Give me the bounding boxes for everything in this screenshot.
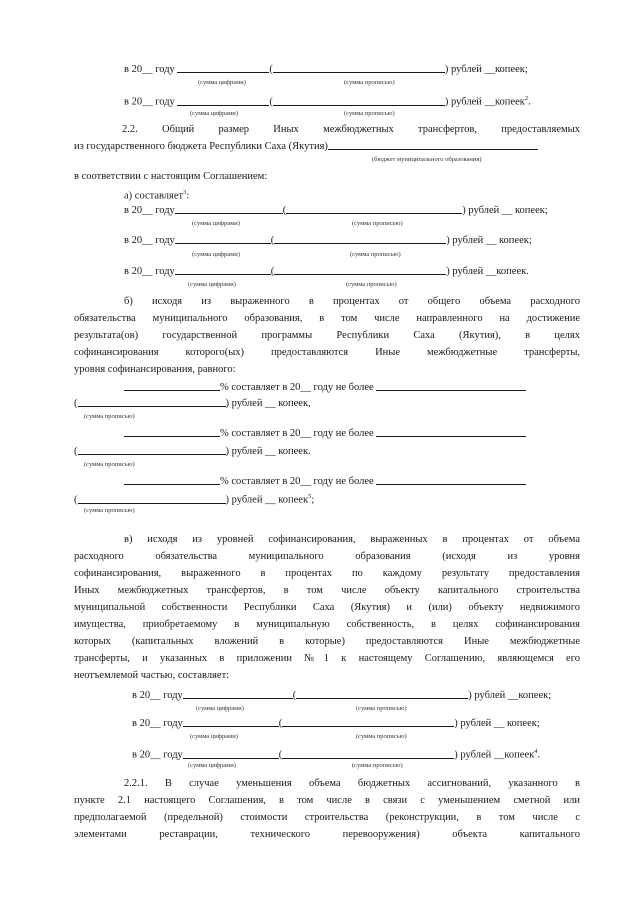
- item-v-line-1: в) исходя из уровней софинансирования, выраженных в процентах от объема: [124, 534, 580, 545]
- caption-sum-digits: (сумма цифрами): [190, 110, 238, 117]
- item-v-line-6: имущества, приобретаемому в муниципальную собственность, в целях софинансирования: [74, 619, 580, 630]
- section-2-2-1-line-2: пункте 2.1 настоящего Соглашения, в том числе в связи с уменьшением сметной или: [74, 795, 580, 806]
- caption-sum-digits: (сумма цифрами): [198, 79, 246, 86]
- percent-line-1: [124, 380, 526, 394]
- amount-line-v1: в 20__ году ( ) рублей __копеек;: [132, 690, 552, 701]
- sum-words-blank: [78, 493, 226, 504]
- caption-sum-digits: (сумма цифрами): [192, 251, 240, 258]
- percent-text: % составляет в 20__ году не более: [220, 476, 374, 487]
- sum-digits-blank: [175, 233, 271, 244]
- section-2-2-1-line-4: элементами реставрации, технического перевооружения) объекта капитального: [74, 829, 580, 840]
- municipality-blank: [328, 139, 538, 150]
- rubles-text: ) рублей __ копеек;: [462, 205, 548, 216]
- rubles-text: ) рублей __копеек;: [444, 64, 528, 75]
- sum-words-blank: [282, 716, 454, 727]
- amount-line-b3: ( ) рублей __ копеек$^5$;: [74, 493, 315, 506]
- section-2-2-1-line-3: предполагаемой (предельной) стоимости строительства (реконструкции, в том числе с: [74, 812, 580, 823]
- caption-sum-words: (сумма прописью): [344, 110, 395, 117]
- sum-words-blank: [274, 233, 446, 244]
- section-2-2-line-1: 2.2. Общий размер Иных межбюджетных трансфертов, предоставляемых: [122, 124, 580, 135]
- amount-line-1: в 20__ году ( ) рублей __копеек;: [124, 64, 528, 75]
- rubles-text: ) рублей __ копеек;: [454, 718, 540, 729]
- caption-sum-words: (сумма прописью): [84, 413, 135, 420]
- amount-line-a2: в 20__ году ( ) рублей __ копеек;: [124, 235, 532, 246]
- year-text: в 20__ году: [132, 749, 183, 761]
- caption-sum-words: (сумма прописью): [352, 762, 403, 769]
- item-v-line-8: трансферты, и указанных в приложении №1 к настоящему Соглашению, являющемся его: [74, 653, 580, 664]
- sum-words-blank: [78, 396, 226, 407]
- year-text: в 20__ году: [132, 690, 183, 701]
- amount-line-b1: ( ) рублей __ копеек,: [74, 398, 311, 409]
- percent-blank: [124, 426, 220, 437]
- sum-digits-blank: [183, 716, 279, 727]
- item-v-line-4: Иных межбюджетных трансфертов, в том числе объекту капитального строительства: [74, 585, 580, 596]
- caption-sum-digits: (сумма цифрами): [190, 733, 238, 740]
- item-v-line-9: неотъемлемой частью, составляет:: [74, 670, 230, 681]
- amount-line-a1: в 20__ году ( ) рублей __ копеек;: [124, 205, 548, 216]
- value-blank: [376, 474, 526, 485]
- section-2-2-line-3: в соответствии с настоящим Соглашением:: [74, 171, 268, 182]
- section-2-2-1-line-1: 2.2.1. В случае уменьшения объема бюджетных ассигнований, указанного в: [124, 778, 580, 789]
- caption-sum-digits: (сумма цифрами): [188, 762, 236, 769]
- rubles-text: ) рублей __копеек: [454, 749, 535, 761]
- sum-words-blank: [282, 748, 454, 759]
- sum-digits-blank: [183, 688, 293, 699]
- year-text: в 20__ году: [124, 266, 175, 277]
- item-b-line-2: обязательства муниципального образования, в том числе направленного на достижение: [74, 313, 580, 324]
- percent-blank: [124, 474, 220, 485]
- caption-sum-words: (сумма прописью): [84, 507, 135, 514]
- sum-words-blank: [274, 264, 446, 275]
- item-b-line-4: софинансирования которого(ых) предоставляются Иные межбюджетные трансферты,: [74, 347, 580, 358]
- caption-sum-digits: (сумма цифрами): [196, 705, 244, 712]
- caption-sum-words: (сумма прописью): [352, 220, 403, 227]
- year-text: в 20__ году: [124, 64, 175, 75]
- caption-sum-words: (сумма прописью): [350, 251, 401, 258]
- percent-text: % составляет в 20__ году не более: [220, 428, 374, 439]
- caption-municipality: (бюджет муниципального образования): [372, 156, 482, 163]
- sum-words-blank: [273, 95, 445, 106]
- amount-line-v2: в 20__ году ( ) рублей __ копеек;: [132, 718, 540, 729]
- caption-sum-digits: (сумма цифрами): [188, 281, 236, 288]
- sum-digits-blank: [175, 203, 283, 214]
- rubles-text: ) рублей __ копеек.: [225, 446, 311, 457]
- footnote-ref: 4: [534, 748, 538, 755]
- budget-source-text: из государственного бюджета Республики Саха (Якутия): [74, 141, 328, 152]
- sum-digits-blank: [175, 264, 271, 275]
- rubles-text: ) рублей __ копеек;: [446, 235, 532, 246]
- footnote-ref: 2: [524, 95, 529, 102]
- percent-line-3: [124, 474, 526, 488]
- rubles-text: ) рублей __ копеек: [225, 494, 309, 506]
- rubles-text: ) рублей __копеек.: [446, 266, 529, 277]
- sum-words-blank: [296, 688, 468, 699]
- item-b-line-5: уровня софинансирования, равного:: [74, 364, 236, 375]
- amount-line-a3: в 20__ году ( ) рублей __копеек.: [124, 266, 529, 277]
- item-v-line-5: муниципальной собственности Республики Саха (Якутия) и (или) объекту недвижимого: [74, 602, 580, 613]
- year-text: в 20__ году: [124, 205, 175, 216]
- rubles-text: ) рублей __ копеек,: [225, 398, 311, 409]
- sum-digits-blank: [177, 62, 269, 73]
- sum-words-blank: [286, 203, 462, 214]
- year-text: в 20__ году: [132, 718, 183, 729]
- amount-line-2: в 20__ году ( ) рублей __копеек$^2$.: [124, 95, 531, 108]
- value-blank: [376, 426, 526, 437]
- sum-digits-blank: [183, 748, 279, 759]
- percent-line-2: [124, 426, 526, 440]
- caption-sum-words: (сумма прописью): [84, 461, 135, 468]
- section-2-2-line-2: [74, 139, 538, 153]
- year-text: в 20__ году: [124, 96, 175, 108]
- item-v-line-2: расходного обязательства муниципального образования (исходя из уровня: [74, 551, 580, 562]
- percent-blank: [124, 380, 220, 391]
- item-b-line-3: результата(ов) государственной программы Республики Саха (Якутия), в целях: [74, 330, 580, 341]
- caption-sum-words: (сумма прописью): [344, 79, 395, 86]
- item-v-line-7: которых (капитальных вложений в которые) предоставляются Иные межбюджетные: [74, 636, 580, 647]
- sum-digits-blank: [177, 95, 269, 106]
- item-a-text: а) составляет: [124, 190, 184, 202]
- percent-text: % составляет в 20__ году не более: [220, 382, 374, 393]
- amount-line-b2: ( ) рублей __ копеек.: [74, 446, 311, 457]
- rubles-text: ) рублей __копеек;: [468, 690, 552, 701]
- caption-sum-words: (сумма прописью): [356, 733, 407, 740]
- item-a-label: а) составляет$^3$:: [124, 189, 190, 202]
- item-v-line-3: софинансирования, выраженного в процентах по каждому результату предоставления: [74, 568, 580, 579]
- sum-words-blank: [273, 62, 445, 73]
- caption-sum-digits: (сумма цифрами): [192, 220, 240, 227]
- amount-line-v3: в 20__ году ( ) рублей __копеек$^4$.: [132, 748, 541, 761]
- caption-sum-words: (сумма прописью): [346, 281, 397, 288]
- caption-sum-words: (сумма прописью): [356, 705, 407, 712]
- footnote-ref: 5: [308, 493, 312, 500]
- footnote-ref: 3: [183, 189, 187, 196]
- rubles-text: ) рублей __копеек: [444, 96, 525, 108]
- item-b-line-1: б) исходя из выраженного в процентах от общего объема расходного: [124, 296, 580, 307]
- year-text: в 20__ году: [124, 235, 175, 246]
- sum-words-blank: [78, 444, 226, 455]
- value-blank: [376, 380, 526, 391]
